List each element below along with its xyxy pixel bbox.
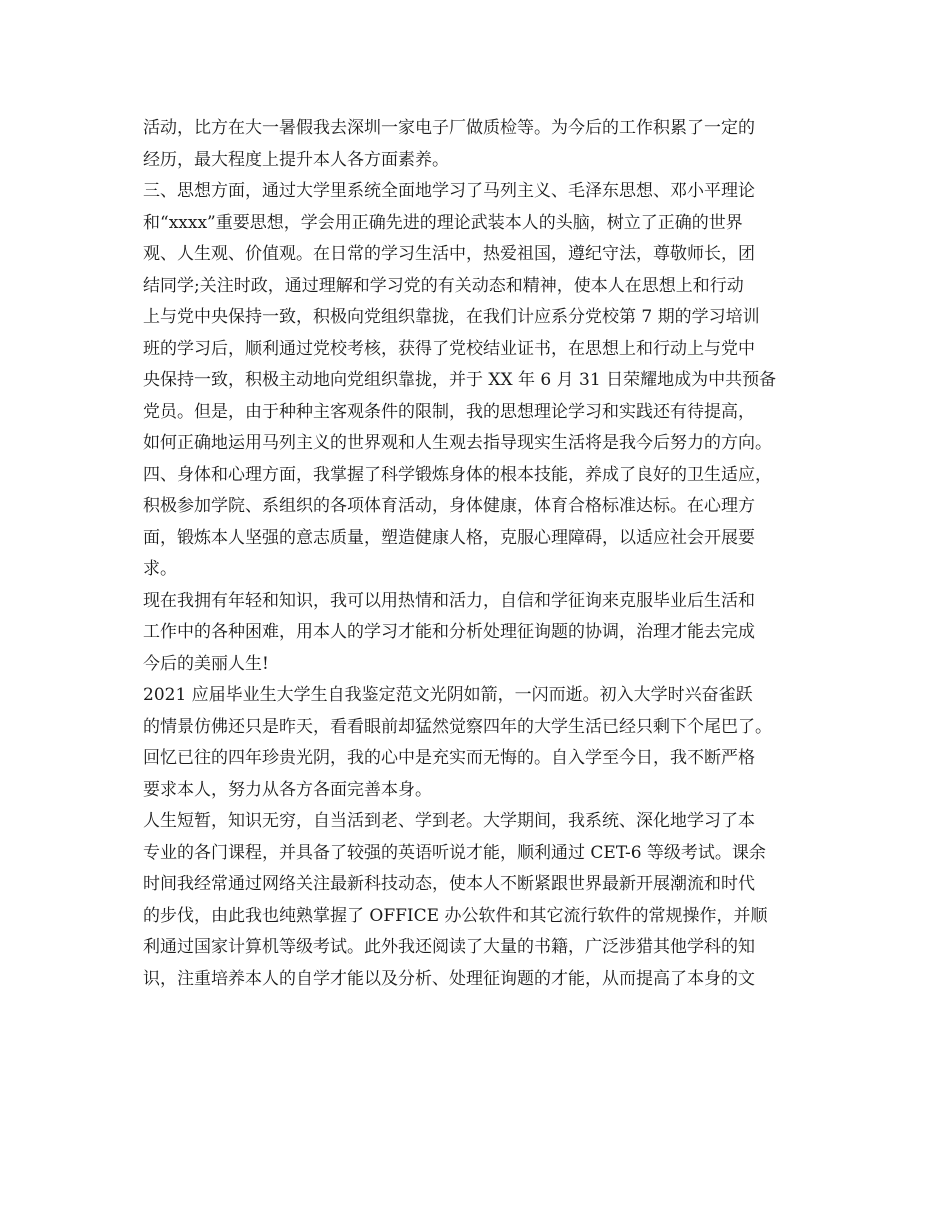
text-line: 经历，最大程度上提升本人各方面素养。 — [143, 149, 449, 170]
text-line: 和“xxxx”重要思想，学会用正确先进的理论武装本人的头脑，树立了正确的世界 — [143, 212, 743, 233]
text-line: 如何正确地运用马列主义的世界观和人生观去指导现实生活将是我今后努力的方向。 — [143, 433, 772, 453]
text-line: 求。 — [143, 559, 177, 579]
text-line: 人生短暂，知识无穷，自当活到老、学到老。大学期间，我系统、深化地学习了本 — [143, 811, 755, 831]
text-line: 四、身体和心理方面，我掌握了科学锻炼身体的根本技能，养成了良好的卫生适应， — [143, 464, 772, 485]
text-line: 工作中的各种困难，用本人的学习才能和分析处理征询题的协调，治理才能去完成 — [143, 622, 755, 642]
text-line: 积极参加学院、系组织的各项体育活动，身体健康，体育合格标准达标。在心理方 — [143, 496, 755, 516]
text-line: 的情景仿佛还只是昨天，看看眼前却猛然觉察四年的大学生活已经只剩下个尾巴了。 — [143, 716, 772, 737]
text-line: 时间我经常通过网络关注最新科技动态，使本人不断紧跟世界最新开展潮流和时代 — [143, 874, 755, 894]
text-line: 现在我拥有年轻和知识，我可以用热情和活力，自信和学征询来克服毕业后生活和 — [143, 590, 755, 611]
text-line: 三、思想方面，通过大学里系统全面地学习了马列主义、毛泽东思想、邓小平理论 — [143, 181, 755, 201]
text-line: 结同学;关注时政，通过理解和学习党的有关动态和精神，使本人在思想上和行动 — [143, 275, 744, 296]
text-line: 2021 应届毕业生大学生自我鉴定范文光阴如箭，一闪而逝。初入大学时兴奋雀跃 — [143, 685, 753, 705]
text-line: 的步伐，由此我也纯熟掌握了 OFFICE 办公软件和其它流行软件的常规操作，并顺 — [143, 905, 768, 926]
text-line: 专业的各门课程，并具备了较强的英语听说才能，顺利通过 CET-6 等级考试。课余 — [143, 842, 766, 863]
text-line: 活动，比方在大一暑假我去深圳一家电子厂做质检等。为今后的工作积累了一定的 — [143, 118, 755, 138]
text-line: 班的学习后，顺利通过党校考核，获得了党校结业证书，在思想上和行动上与党中 — [143, 338, 755, 359]
document-body — [143, 113, 823, 995]
text-line: 回忆已往的四年珍贵光阴，我的心中是充实而无悔的。自入学至今日，我不断严格 — [143, 748, 755, 768]
text-line: 党员。但是，由于种种主客观条件的限制，我的思想理论学习和实践还有待提高， — [143, 401, 755, 422]
text-line: 观、人生观、价值观。在日常的学习生活中，热爱祖国，遵纪守法，尊敬师长，团 — [143, 244, 755, 264]
text-line: 要求本人，努力从各方各面完善本身。 — [143, 779, 432, 800]
text-line: 识，注重培养本人的自学才能以及分析、处理征询题的才能，从而提高了本身的文 — [143, 968, 755, 989]
text-line: 面，锻炼本人坚强的意志质量，塑造健康人格，克服心理障碍，以适应社会开展要 — [143, 527, 755, 548]
text-line: 利通过国家计算机等级考试。此外我还阅读了大量的书籍，广泛涉猎其他学科的知 — [143, 937, 755, 957]
text-line: 央保持一致，积极主动地向党组织靠拢，并于 XX 年 6 月 31 日荣耀地成为中共预备 — [143, 370, 777, 390]
text-line: 今后的美丽人生! — [143, 653, 269, 674]
text-line: 上与党中央保持一致，积极向党组织靠拢，在我们计应系分党校第 7 期的学习培训 — [143, 307, 760, 327]
